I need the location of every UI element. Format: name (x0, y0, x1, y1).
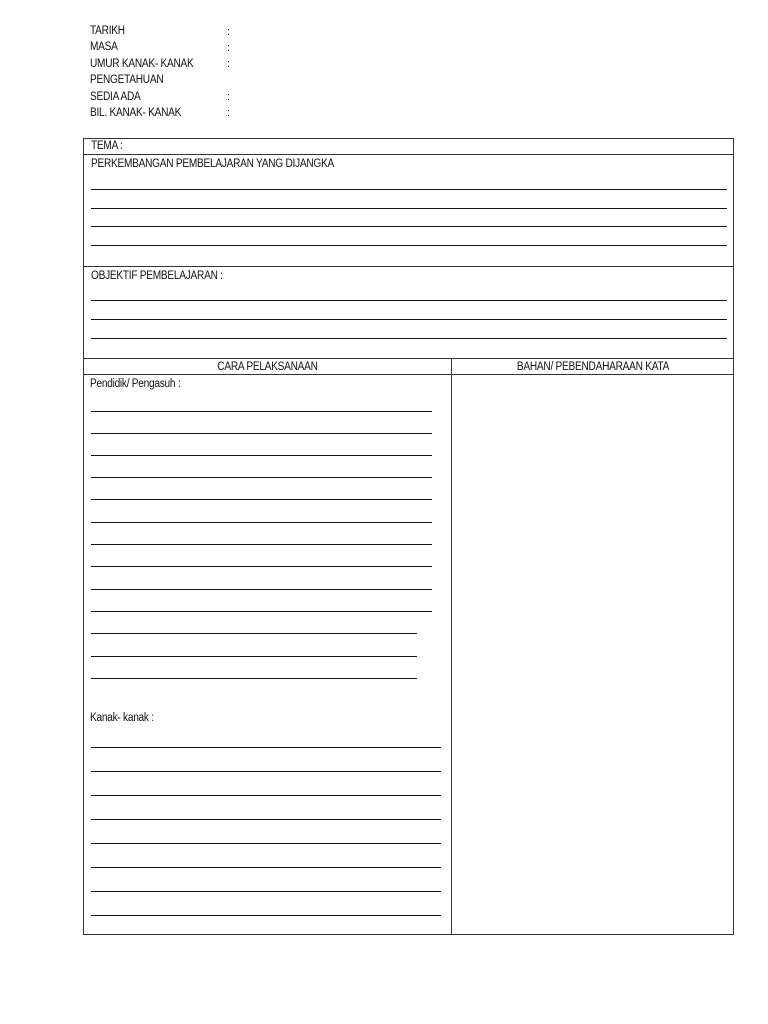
tema-divider (83, 154, 734, 155)
pendidik-line[interactable] (91, 433, 432, 434)
kanak-kanak-line[interactable] (91, 747, 441, 748)
column-divider (451, 358, 452, 935)
pendidik-line[interactable] (91, 411, 432, 412)
masa-label: MASA (90, 41, 118, 53)
perkembangan-line[interactable] (91, 226, 727, 227)
pendidik-line[interactable] (91, 589, 432, 590)
sedia-ada-label: SEDIA ADA (90, 91, 141, 103)
kanak-kanak-line[interactable] (91, 867, 441, 868)
pendidik-line[interactable] (91, 678, 417, 679)
perkembangan-label: PERKEMBANGAN PEMBELAJARAN YANG DIJANGKA (91, 158, 334, 170)
bil-kanak-colon: : (227, 107, 231, 119)
objektif-line[interactable] (91, 338, 727, 339)
perkembangan-line[interactable] (91, 245, 727, 246)
masa-colon: : (227, 42, 231, 54)
kanak-kanak-line[interactable] (91, 891, 441, 892)
perkembangan-line[interactable] (91, 208, 727, 209)
pendidik-line[interactable] (91, 566, 432, 567)
objektif-divider (83, 358, 734, 359)
umur-colon: : (227, 58, 231, 70)
pendidik-line[interactable] (91, 544, 432, 545)
perkembangan-divider (83, 266, 734, 267)
tema-label: TEMA : (91, 140, 123, 152)
objektif-label: OBJEKTIF PEMBELAJARAN : (91, 270, 223, 282)
pendidik-line[interactable] (91, 477, 432, 478)
column-header-divider (83, 374, 734, 375)
kanak-kanak-line[interactable] (91, 819, 441, 820)
sedia-ada-colon: : (227, 91, 231, 103)
tarikh-colon: : (227, 26, 231, 38)
umur-label: UMUR KANAK- KANAK (90, 58, 194, 70)
kanak-kanak-line[interactable] (91, 795, 441, 796)
objektif-line[interactable] (91, 319, 727, 320)
pendidik-line[interactable] (91, 633, 417, 634)
pendidik-line[interactable] (91, 499, 432, 500)
kanak-kanak-line[interactable] (91, 915, 441, 916)
cara-pelaksanaan-header: CARA PELAKSANAAN (217, 361, 318, 373)
pendidik-line[interactable] (91, 656, 417, 657)
pendidik-line[interactable] (91, 522, 432, 523)
form-box (83, 138, 734, 935)
bil-kanak-label: BIL. KANAK- KANAK (90, 107, 182, 119)
pengetahuan-label: PENGETAHUAN (90, 74, 164, 86)
kanak-kanak-label: Kanak- kanak : (90, 712, 154, 724)
pendidik-label: Pendidik/ Pengasuh : (90, 378, 181, 390)
pendidik-line[interactable] (91, 455, 432, 456)
pendidik-line[interactable] (91, 611, 432, 612)
tarikh-label: TARIKH (90, 25, 125, 37)
bahan-header: BAHAN/ PEBENDAHARAAN KATA (516, 361, 670, 373)
objektif-line[interactable] (91, 300, 727, 301)
perkembangan-line[interactable] (91, 189, 727, 190)
kanak-kanak-line[interactable] (91, 843, 441, 844)
kanak-kanak-line[interactable] (91, 771, 441, 772)
